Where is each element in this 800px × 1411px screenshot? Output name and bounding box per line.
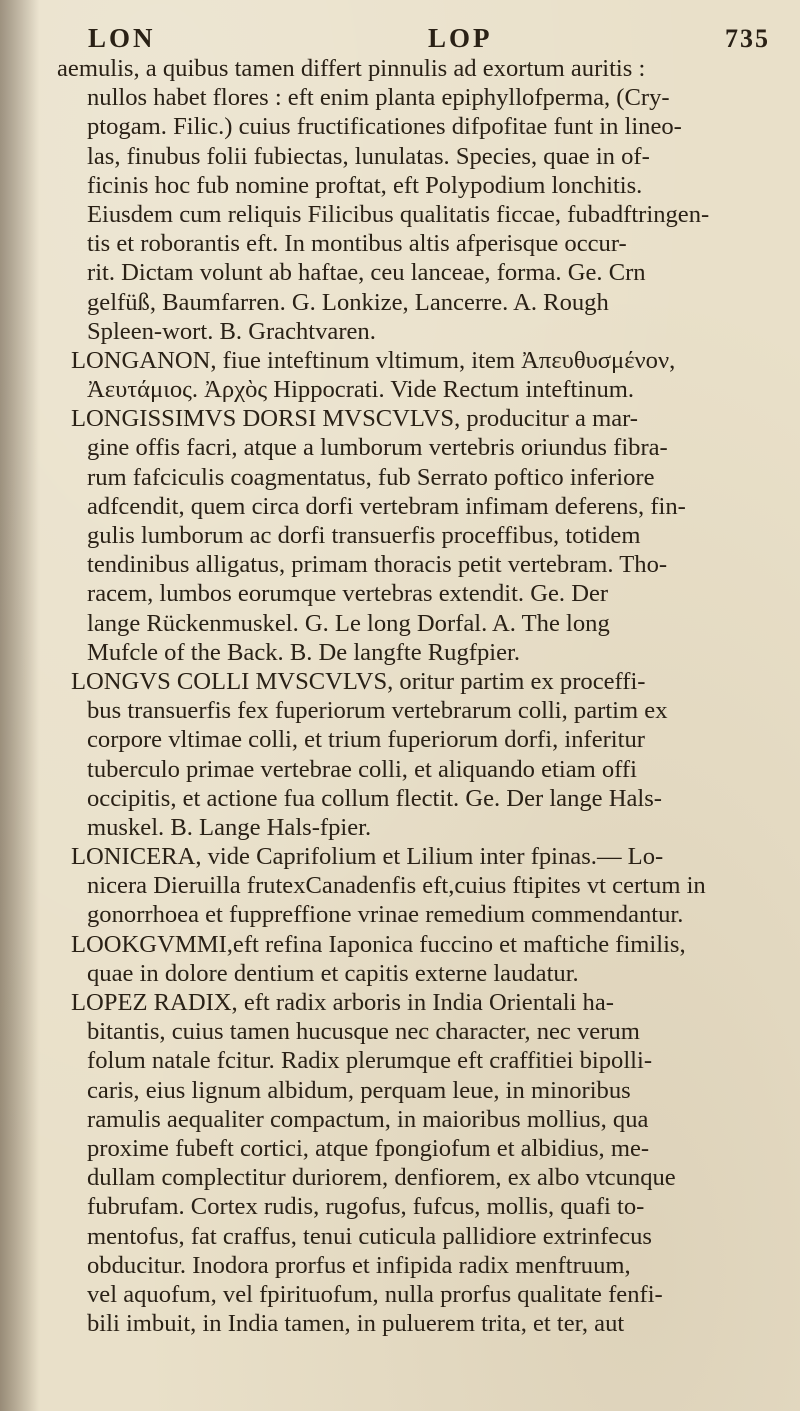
- text-line: folum natale fcitur. Radix plerumque eft craffitiei bipolli-: [87, 1047, 653, 1075]
- text-line: Mufcle of the Back. B. De langfte Rugfpier.: [87, 638, 520, 666]
- text-line: fubrufam. Cortex rudis, rugofus, fufcus, mollis, quafi to-: [87, 1193, 645, 1221]
- text-line: nullos habet flores : eft enim planta epiphyllofperma, (Cry-: [87, 84, 670, 112]
- text-line: proxime fubeft cortici, atque fpongiofum et albidius, me-: [87, 1134, 650, 1162]
- text-line: Eiusdem cum reliquis Filicibus qualitatis ficcae, fubadftringen-: [87, 200, 710, 228]
- running-head-center: LOP: [428, 23, 493, 53]
- text-line: bitantis, cuius tamen hucusque nec character, nec verum: [87, 1018, 640, 1046]
- text-line: ramulis aequaliter compactum, in maioribus mollius, qua: [87, 1105, 649, 1133]
- text-line: Ἀευτάμιος. Ἀρχὸς Hippocrati. Vide Rectum inteftinum.: [87, 376, 635, 404]
- running-head-left: LON: [88, 23, 156, 53]
- text-line: vel aquofum, vel fpirituofum, nulla prorfus qualitate fenfi-: [87, 1280, 663, 1308]
- text-line: Spleen-wort. B. Grachtvaren.: [87, 317, 376, 345]
- text-line: LONGANON, fiue inteftinum vltimum, item Ἀπευθυσμένον,: [71, 346, 676, 374]
- text-line: adfcendit, quem circa dorfi vertebram infimam deferens, fin-: [87, 492, 686, 520]
- text-line: corpore vltimae colli, et trium fuperiorum dorfi, inferitur: [87, 726, 645, 754]
- running-head: [60, 8, 770, 54]
- binding-shadow: [0, 0, 40, 1411]
- text-line: nicera Dieruilla frutexCanadenfis eft,cuius ftipites vt certum in: [87, 872, 706, 900]
- text-line: occipitis, et actione fua collum flectit. Ge. Der lange Hals-: [87, 784, 662, 812]
- text-line: ficinis hoc fub nomine proftat, eft Polypodium lonchitis.: [87, 171, 643, 199]
- text-line: gelfüß, Baumfarren. G. Lonkize, Lancerre. A. Rough: [87, 288, 609, 316]
- text-line: aemulis, a quibus tamen differt pinnulis ad exortum auritis :: [57, 55, 646, 82]
- text-line: rum fafciculis coagmentatus, fub Serrato poftico inferiore: [87, 463, 655, 491]
- text-line: LOPEZ RADIX, eft radix arboris in India Orientali ha-: [71, 989, 614, 1016]
- text-line: tis et roborantis eft. In montibus altis afperisque occur-: [87, 230, 627, 258]
- text-line: LONICERA, vide Caprifolium et Lilium inter fpinas.— Lo-: [71, 843, 664, 871]
- text-line: muskel. B. Lange Hals-fpier.: [87, 813, 372, 841]
- text-line: tuberculo primae vertebrae colli, et aliquando etiam offi: [87, 755, 637, 783]
- text-line: rit. Dictam volunt ab haftae, ceu lanceae, forma. Ge. Crn: [87, 259, 646, 287]
- text-line: LONGISSIMVS DORSI MVSCVLVS, producitur a mar-: [71, 405, 639, 433]
- text-line: bus transuerfis fex fuperiorum vertebrarum colli, partim ex: [87, 697, 668, 725]
- text-line: LONGVS COLLI MVSCVLVS, oritur partim ex proceffi-: [71, 667, 646, 695]
- text-line: quae in dolore dentium et capitis externe laudatur.: [87, 959, 579, 987]
- text-line: dullam complectitur duriorem, denfiorem, ex albo vtcunque: [87, 1164, 676, 1192]
- text-line: tendinibus alligatus, primam thoracis petit vertebram. Tho-: [87, 551, 668, 579]
- text-line: ptogam. Filic.) cuius fructificationes difpofitae funt in lineo-: [87, 113, 682, 141]
- text-line: bili imbuit, in India tamen, in puluerem trita, et ter, aut: [87, 1310, 625, 1338]
- text-line: las, finubus folii fubiectas, lunulatas. Species, quae in of-: [87, 142, 650, 170]
- text-line: lange Rückenmuskel. G. Le long Dorfal. A. The long: [87, 609, 610, 637]
- page-number: 735: [725, 24, 770, 53]
- text-line: gonorrhoea et fuppreffione vrinae remedium commendantur.: [87, 901, 684, 929]
- dictionary-text: [57, 54, 799, 1338]
- text-line: obducitur. Inodora prorfus et infipida radix menftruum,: [87, 1251, 631, 1279]
- text-line: gulis lumborum ac dorfi transuerfis proceffibus, totidem: [87, 522, 641, 549]
- text-line: caris, eius lignum albidum, perquam leue, in minoribus: [87, 1076, 631, 1104]
- text-line: LOOKGVMMI,eft refina Iaponica fuccino et maftiche fimilis,: [71, 930, 686, 958]
- text-line: mentofus, fat craffus, tenui cuticula pallidiore extrinfecus: [87, 1222, 652, 1250]
- text-line: racem, lumbos eorumque vertebras extendit. Ge. Der: [87, 580, 609, 608]
- text-line: gine offis facri, atque a lumborum vertebris oriundus fibra-: [87, 434, 668, 462]
